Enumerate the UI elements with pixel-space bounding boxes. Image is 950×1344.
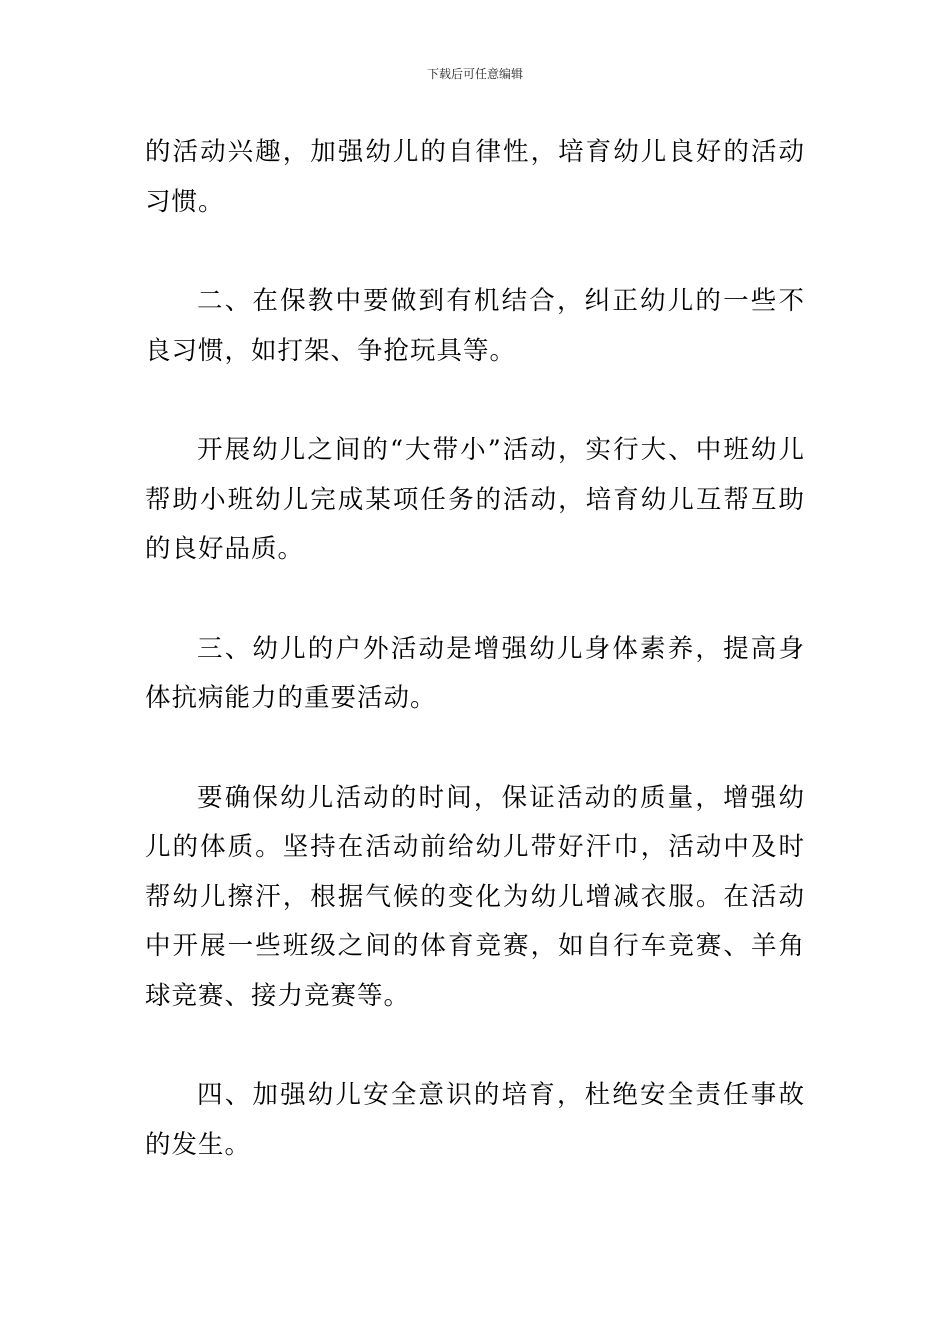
paragraph-activity-time: 要确保幼儿活动的时间，保证活动的质量，增强幼儿的体质。坚持在活动前给幼儿带好汗巾，活动中及时帮幼儿擦汗，根据气候的变化为幼儿增减衣服。在活动中开展一些班级之间的体育竞赛，如自行车竞赛、羊角球竞赛、接力竞赛等。 bbox=[145, 782, 805, 1011]
paragraph-big-help-small: 开展幼儿之间的“大带小”活动，实行大、中班幼儿帮助小班幼儿完成某项任务的活动，培育幼儿互帮互助的良好品质。 bbox=[145, 435, 805, 564]
paragraph-section-four: 四、加强幼儿安全意识的培育，杜绝安全责任事故的发生。 bbox=[145, 1080, 805, 1160]
page-header: 下载后可任意编辑 bbox=[426, 67, 523, 81]
document-body bbox=[145, 128, 805, 1220]
paragraph-section-two: 二、在保教中要做到有机结合，纠正幼儿的一些不良习惯，如打架、争抢玩具等。 bbox=[145, 286, 805, 366]
paragraph-continuation: 的活动兴趣，加强幼儿的自律性，培育幼儿良好的活动习惯。 bbox=[145, 137, 805, 217]
paragraph-section-three: 三、幼儿的户外活动是增强幼儿身体素养，提高身体抗病能力的重要活动。 bbox=[145, 633, 805, 713]
